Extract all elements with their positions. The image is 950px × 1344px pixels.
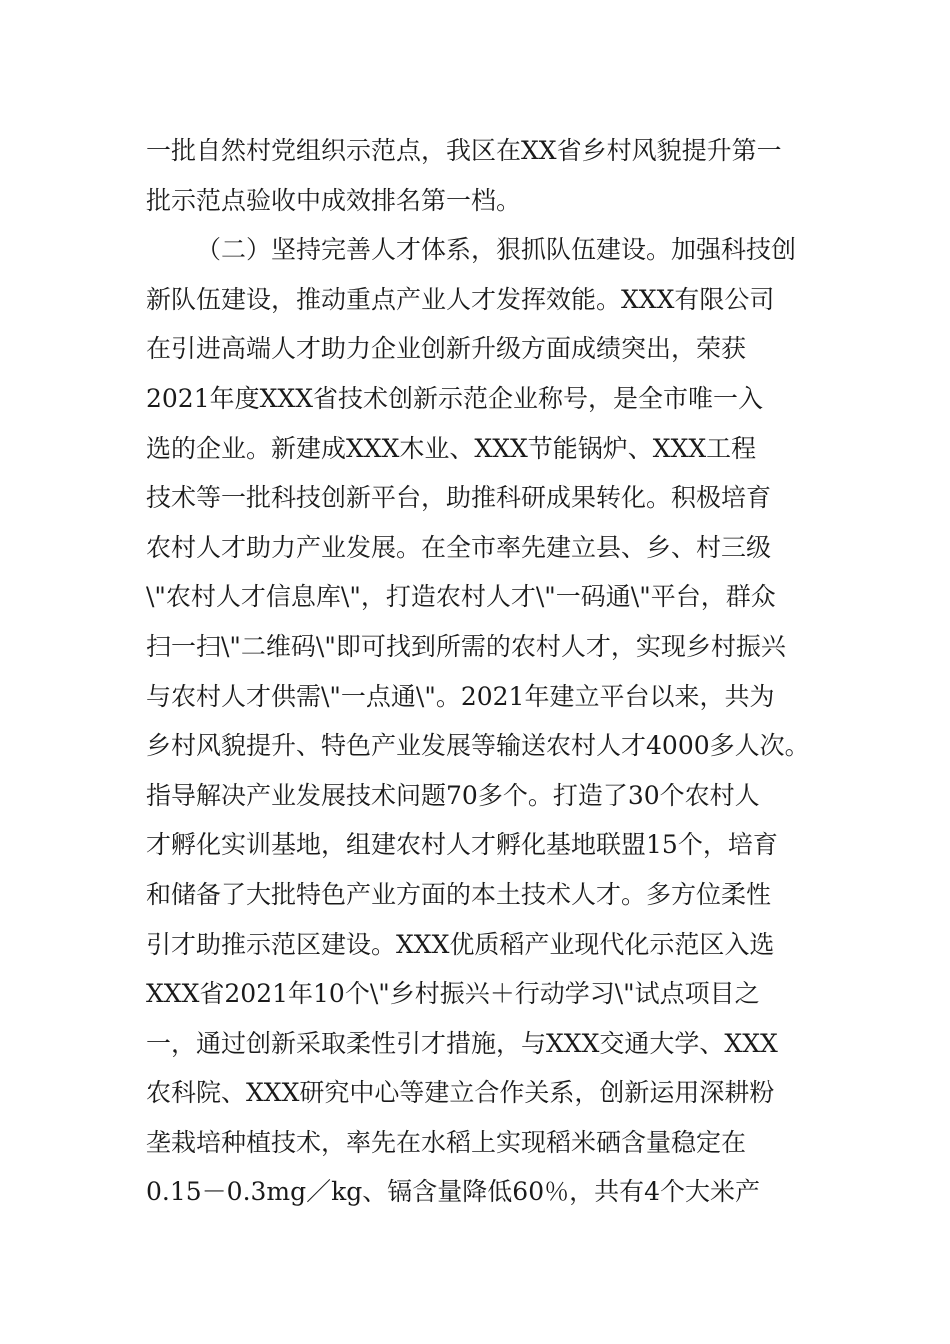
- text-line: 批示范点验收中成效排名第一档。: [146, 185, 522, 215]
- text-line: XXX省2021年10个\"乡村振兴＋行动学习\"试点项目之: [146, 979, 760, 1009]
- text-line: 指导解决产业发展技术问题70多个。打造了30个农村人: [146, 780, 760, 810]
- text-line: 农科院、XXX研究中心等建立合作关系，创新运用深耕粉: [146, 1078, 775, 1108]
- text-line: 垄栽培种植技术，率先在水稻上实现稻米硒含量稳定在: [146, 1127, 747, 1157]
- body-text: [146, 126, 826, 1217]
- text-line: 在引进高端人才助力企业创新升级方面成绩突出，荣获: [146, 334, 747, 364]
- text-line: 引才助推示范区建设。XXX优质稻产业现代化示范区入选: [146, 929, 775, 959]
- text-line: 选的企业。新建成XXX木业、XXX节能锅炉、XXX工程: [146, 433, 757, 463]
- text-line: 农村人才助力产业发展。在全市率先建立县、乡、村三级: [146, 532, 772, 562]
- text-line: 一批自然村党组织示范点，我区在XX省乡村风貌提升第一: [146, 136, 782, 165]
- text-line: 一，通过创新采取柔性引才措施，与XXX交通大学、XXX: [146, 1028, 778, 1058]
- text-line: 0.15－0.3mg／kg、镉含量降低60％，共有4个大米产: [146, 1177, 761, 1207]
- text-line: 乡村风貌提升、特色产业发展等输送农村人才4000多人次。: [146, 731, 810, 761]
- text-line: 扫一扫\"二维码\"即可找到所需的农村人才，实现乡村振兴: [146, 631, 786, 661]
- text-line: 2021年度XXX省技术创新示范企业称号，是全市唯一入: [146, 383, 764, 413]
- text-line: 新队伍建设，推动重点产业人才发挥效能。XXX有限公司: [146, 284, 775, 314]
- text-line: 技术等一批科技创新平台，助推科研成果转化。积极培育: [146, 483, 772, 513]
- text-line: 才孵化实训基地，组建农村人才孵化基地联盟15个，培育: [146, 830, 778, 860]
- text-line: 与农村人才供需\"一点通\"。2021年建立平台以来，共为: [146, 681, 775, 711]
- section-heading-line: （二）坚持完善人才体系，狠抓队伍建设。加强科技创: [196, 235, 797, 265]
- text-line: 和储备了大批特色产业方面的本土技术人才。多方位柔性: [146, 879, 772, 909]
- text-line: \"农村人才信息库\"，打造农村人才\"一码通\"平台，群众: [146, 582, 776, 612]
